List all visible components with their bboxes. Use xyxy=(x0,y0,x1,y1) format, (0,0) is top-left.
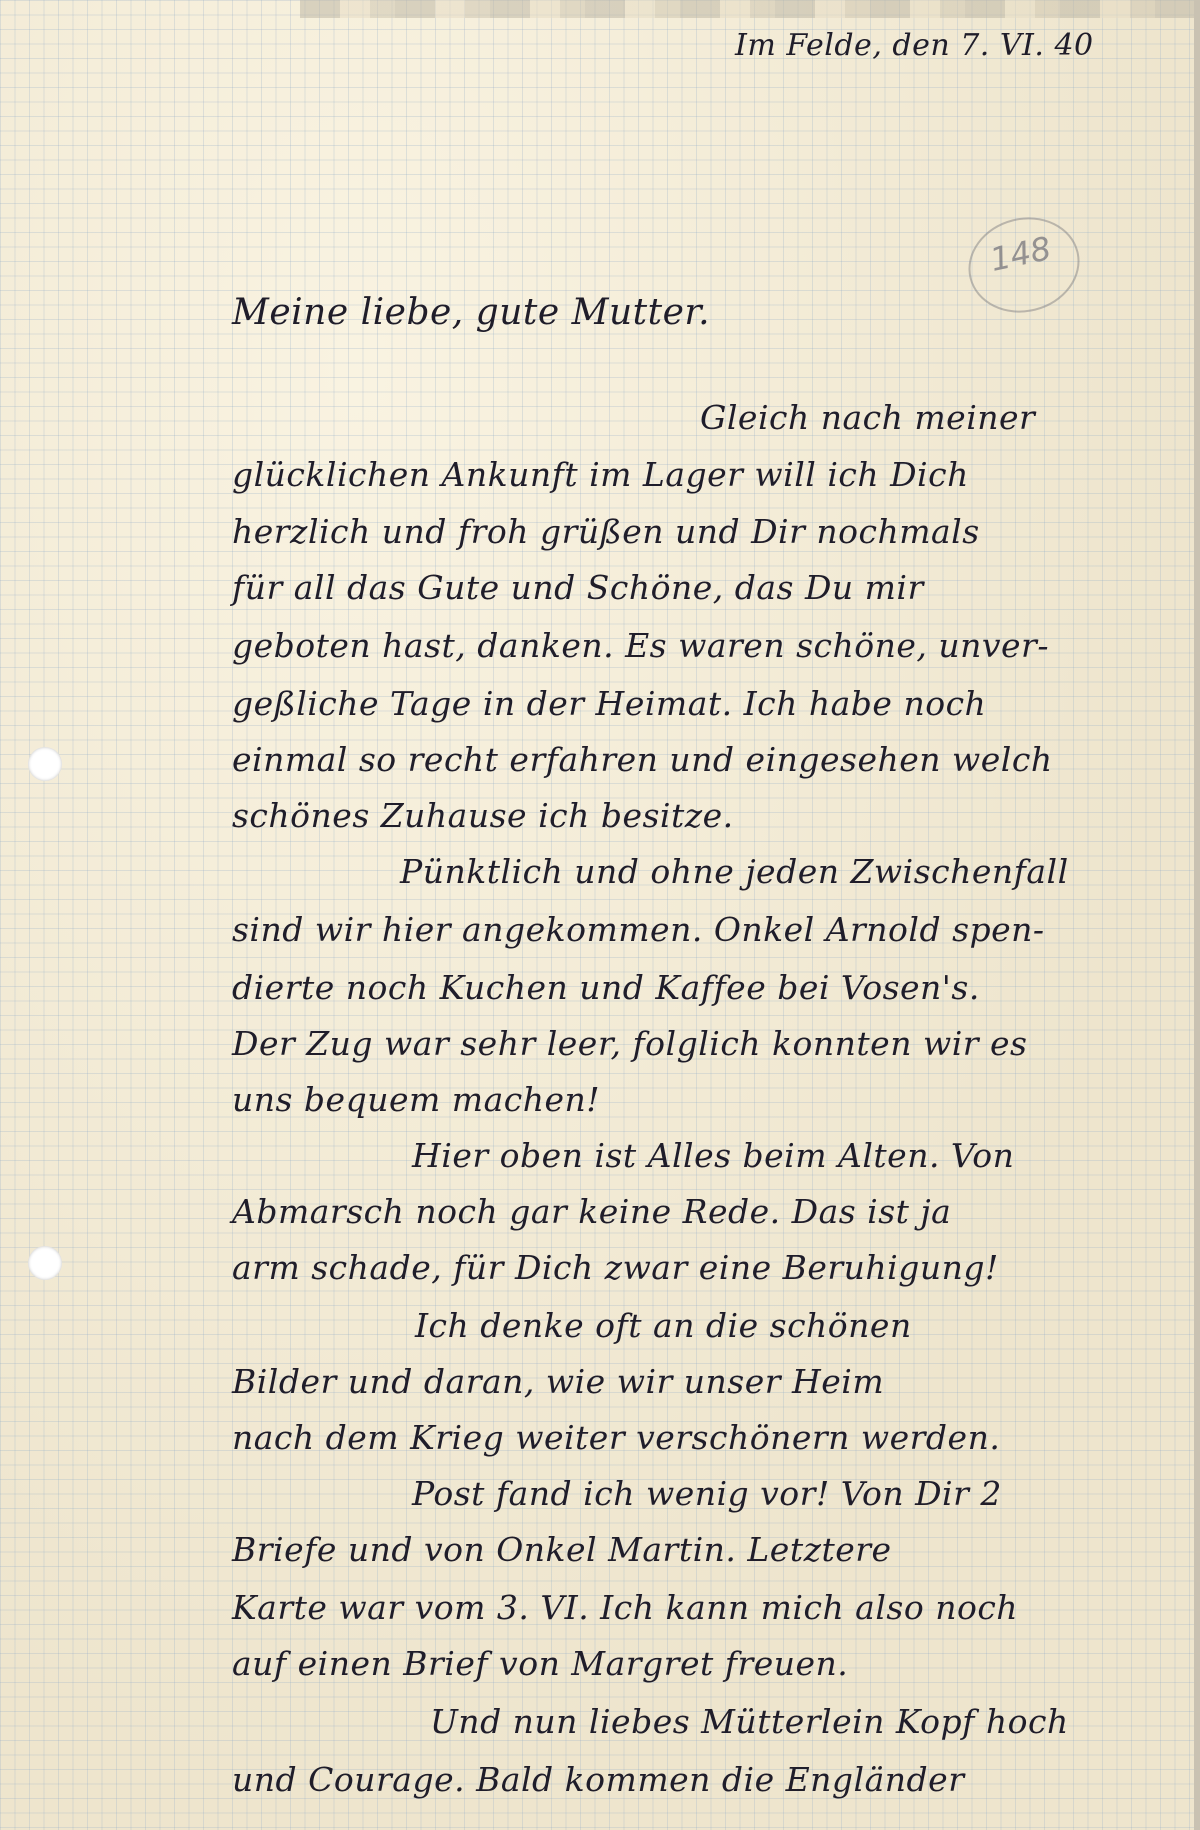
letter-line: Der Zug war sehr leer, folglich konnten wir es xyxy=(232,1024,1028,1063)
archive-number: 148 xyxy=(986,229,1055,279)
letter-line: Abmarsch noch gar keine Rede. Das ist ja xyxy=(232,1192,952,1231)
letter-line: geßliche Tage in der Heimat. Ich habe noch xyxy=(232,684,987,723)
letter-line: arm schade, für Dich zwar eine Beruhigung! xyxy=(232,1248,999,1287)
letter-line: dierte noch Kuchen und Kaffee bei Vosen's. xyxy=(232,968,980,1007)
letter-line: nach dem Krieg weiter verschönern werden. xyxy=(232,1418,1001,1457)
letter-date: Im Felde, den 7. VI. 40 xyxy=(735,28,1094,63)
letter-line: herzlich und froh grüßen und Dir nochmals xyxy=(232,512,980,551)
salutation: Meine liebe, gute Mutter. xyxy=(232,292,711,333)
letter-line: Bilder und daran, wie wir unser Heim xyxy=(232,1362,885,1401)
punch-hole-bottom xyxy=(28,1246,62,1280)
letter-line: einmal so recht erfahren und eingesehen welch xyxy=(232,740,1053,779)
letter-line: Post fand ich wenig vor! Von Dir 2 xyxy=(412,1474,1002,1513)
letter-line: sind wir hier angekommen. Onkel Arnold spen- xyxy=(232,910,1045,949)
letter-line: auf einen Brief von Margret freuen. xyxy=(232,1644,849,1683)
letter-line: glücklichen Ankunft im Lager will ich Dich xyxy=(232,455,969,494)
punch-hole-top xyxy=(28,747,62,781)
letter-line: Und nun liebes Mütterlein Kopf hoch xyxy=(430,1702,1069,1741)
letter-line: Hier oben ist Alles beim Alten. Von xyxy=(412,1136,1015,1175)
letter-line: Briefe und von Onkel Martin. Letztere xyxy=(232,1530,892,1569)
letter-line: uns bequem machen! xyxy=(232,1080,601,1119)
letter-line: schönes Zuhause ich besitze. xyxy=(232,796,734,835)
page-edge xyxy=(1194,0,1200,1830)
letter-line: und Courage. Bald kommen die Engländer xyxy=(232,1760,965,1799)
letter-line: Gleich nach meiner xyxy=(700,398,1036,437)
letter-line: Karte war vom 3. VI. Ich kann mich also noch xyxy=(232,1588,1019,1627)
letter-line: für all das Gute und Schöne, das Du mir xyxy=(232,568,924,607)
letter-line: Pünktlich und ohne jeden Zwischenfall xyxy=(400,852,1069,891)
letter-line: Ich denke oft an die schönen xyxy=(415,1306,912,1345)
torn-top-edge xyxy=(300,0,1200,18)
letter-line: geboten hast, danken. Es waren schöne, unver- xyxy=(232,626,1049,665)
